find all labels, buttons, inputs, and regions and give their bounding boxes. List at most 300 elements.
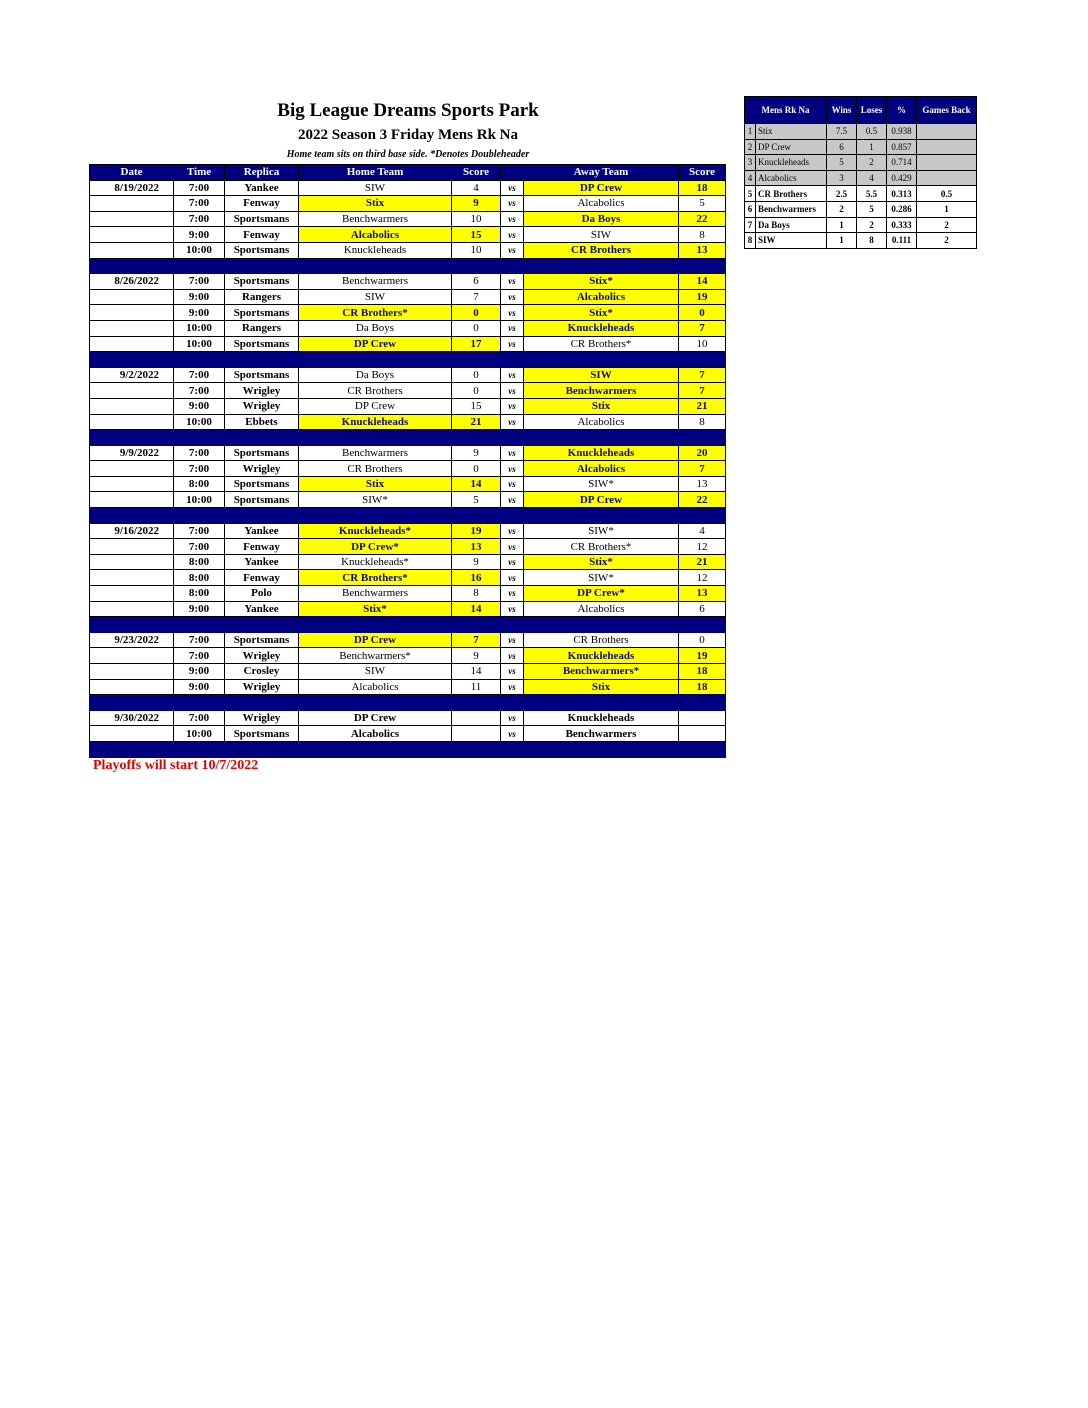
home-score: 6 [452,274,501,290]
separator-cell [90,430,174,446]
game-row [90,554,726,570]
standings-pct: 0.938 [887,124,917,140]
separator-cell [174,617,225,633]
away-score [679,710,726,726]
title-block [90,98,726,164]
page-subtitle: 2022 Season 3 Friday Mens Rk Na [297,127,518,143]
vs-label: vs [501,492,524,508]
standings-loses: 5.5 [857,186,887,202]
vs-label: vs [501,554,524,570]
game-field: Rangers [225,289,299,305]
home-team: CR Brothers [299,383,452,399]
game-time: 8:00 [174,570,225,586]
page-note: Home team sits on third base side. *Denotes Doubleheader [286,149,530,160]
separator-cell [225,695,299,711]
vs-label: vs [501,398,524,414]
game-field: Yankee [225,180,299,196]
home-score: 7 [452,632,501,648]
game-date: 9/2/2022 [90,367,174,383]
separator-cell [501,617,524,633]
week-separator [90,695,726,711]
schedule-body [90,180,726,757]
game-date: 9/30/2022 [90,710,174,726]
game-date: 8/19/2022 [90,180,174,196]
game-date [90,320,174,336]
game-field: Sportsmans [225,445,299,461]
away-score: 7 [679,461,726,477]
game-field: Rangers [225,320,299,336]
home-team: SIW [299,664,452,680]
standings-row [745,186,977,202]
away-score: 22 [679,492,726,508]
game-field: Wrigley [225,461,299,477]
game-time: 7:00 [174,710,225,726]
separator-cell [90,508,174,524]
game-date [90,476,174,492]
col-time-header: Time [174,165,225,181]
away-score: 0 [679,305,726,321]
away-score: 8 [679,414,726,430]
game-time: 8:00 [174,476,225,492]
vs-label: vs [501,383,524,399]
separator-cell [524,430,679,446]
game-field: Sportsmans [225,211,299,227]
game-field: Ebbets [225,414,299,430]
home-team: DP Crew [299,336,452,352]
week-separator [90,508,726,524]
game-row [90,196,726,212]
away-team: Da Boys [524,211,679,227]
away-team: CR Brothers* [524,336,679,352]
home-team: Knuckleheads* [299,554,452,570]
game-row [90,726,726,742]
away-team: Knuckleheads [524,445,679,461]
standings-wins: 5 [827,155,857,171]
home-team: Alcabolics [299,227,452,243]
game-field: Yankee [225,523,299,539]
game-row [90,320,726,336]
separator-cell [90,258,174,274]
game-field: Fenway [225,196,299,212]
separator-cell [501,430,524,446]
separator-cell [299,352,452,368]
away-score [679,726,726,742]
standings-loses: 2 [857,217,887,233]
separator-cell [452,617,501,633]
game-date: 9/16/2022 [90,523,174,539]
game-time: 10:00 [174,320,225,336]
game-field: Wrigley [225,679,299,695]
game-date [90,336,174,352]
col-date-header: Date [90,165,174,181]
game-date: 9/23/2022 [90,632,174,648]
home-team: DP Crew [299,398,452,414]
separator-cell [299,430,452,446]
standings-row [745,233,977,249]
separator-cell [679,617,726,633]
away-score: 21 [679,398,726,414]
separator-cell [174,352,225,368]
standings-rank: 4 [745,170,756,186]
game-field: Yankee [225,601,299,617]
game-time: 7:00 [174,523,225,539]
game-date [90,305,174,321]
standings-wins: 6 [827,139,857,155]
away-score: 13 [679,242,726,258]
game-row [90,227,726,243]
vs-label: vs [501,726,524,742]
home-score: 8 [452,586,501,602]
separator-cell [501,352,524,368]
game-date [90,242,174,258]
home-score: 0 [452,367,501,383]
standings-pct-header: % [887,97,917,124]
game-row [90,414,726,430]
standings-games-back: 0.5 [917,186,977,202]
game-time: 9:00 [174,398,225,414]
standings-rank: 8 [745,233,756,249]
away-team: Knuckleheads [524,320,679,336]
standings-pct: 0.333 [887,217,917,233]
home-score [452,710,501,726]
away-team: SIW* [524,523,679,539]
game-date [90,227,174,243]
home-team: Stix [299,476,452,492]
game-row [90,679,726,695]
game-time: 7:00 [174,648,225,664]
home-team: Alcabolics [299,726,452,742]
standings-pct: 0.714 [887,155,917,171]
home-team: Da Boys [299,320,452,336]
standings-rank: 2 [745,139,756,155]
vs-label: vs [501,570,524,586]
game-row [90,648,726,664]
separator-cell [90,617,174,633]
home-score: 11 [452,679,501,695]
standings-loses: 4 [857,170,887,186]
vs-label: vs [501,367,524,383]
separator-cell [299,741,452,757]
away-score: 10 [679,336,726,352]
standings-games-back [917,155,977,171]
game-row [90,180,726,196]
away-team: SIW [524,367,679,383]
separator-cell [679,258,726,274]
standings-games-back-header: Games Back [917,97,977,124]
game-row [90,274,726,290]
home-score: 9 [452,445,501,461]
game-row [90,211,726,227]
separator-cell [452,508,501,524]
standings-header-row [745,97,977,124]
home-score: 0 [452,461,501,477]
away-team: Knuckleheads [524,648,679,664]
home-score: 0 [452,305,501,321]
game-date [90,492,174,508]
away-score: 20 [679,445,726,461]
vs-label: vs [501,461,524,477]
away-team: CR Brothers [524,632,679,648]
separator-cell [524,352,679,368]
standings-rank: 5 [745,186,756,202]
separator-cell [225,352,299,368]
vs-label: vs [501,274,524,290]
home-score: 7 [452,289,501,305]
vs-label: vs [501,586,524,602]
game-time: 9:00 [174,227,225,243]
game-time: 9:00 [174,305,225,321]
home-team: SIW [299,180,452,196]
week-separator [90,430,726,446]
game-time: 9:00 [174,679,225,695]
game-time: 9:00 [174,289,225,305]
home-score: 14 [452,476,501,492]
vs-label: vs [501,476,524,492]
home-score: 14 [452,664,501,680]
game-field: Wrigley [225,648,299,664]
vs-label: vs [501,305,524,321]
vs-label: vs [501,648,524,664]
game-time: 10:00 [174,492,225,508]
standings-pct: 0.286 [887,201,917,217]
home-team: Benchwarmers [299,211,452,227]
game-time: 10:00 [174,336,225,352]
standings-division-header: Mens Rk Na [745,97,827,124]
home-score: 15 [452,227,501,243]
playoffs-notice: Playoffs will start 10/7/2022 [93,758,259,773]
game-time: 8:00 [174,554,225,570]
game-date [90,648,174,664]
home-team: Benchwarmers [299,445,452,461]
game-date [90,664,174,680]
separator-cell [501,258,524,274]
schedule-table [89,164,726,758]
away-team: Alcabolics [524,461,679,477]
separator-cell [225,617,299,633]
separator-cell [225,508,299,524]
separator-cell [174,741,225,757]
standings-games-back: 2 [917,233,977,249]
standings-team: Knuckleheads [756,155,827,171]
away-score: 19 [679,648,726,664]
col-away-score-header: Score [679,165,726,181]
standings-loses: 8 [857,233,887,249]
away-team: Stix [524,398,679,414]
separator-cell [174,508,225,524]
away-score: 12 [679,539,726,555]
home-team: SIW* [299,492,452,508]
vs-label: vs [501,227,524,243]
game-row [90,664,726,680]
home-team: Knuckleheads* [299,523,452,539]
away-team: SIW* [524,476,679,492]
away-score: 14 [679,274,726,290]
game-row [90,632,726,648]
game-time: 9:00 [174,601,225,617]
away-team: Knuckleheads [524,710,679,726]
game-time: 10:00 [174,242,225,258]
game-time: 7:00 [174,367,225,383]
separator-cell [174,430,225,446]
vs-label: vs [501,710,524,726]
home-score: 17 [452,336,501,352]
away-score: 12 [679,570,726,586]
game-field: Wrigley [225,383,299,399]
home-score: 19 [452,523,501,539]
game-field: Wrigley [225,710,299,726]
separator-cell [452,695,501,711]
home-team: Alcabolics [299,679,452,695]
home-team: DP Crew [299,710,452,726]
home-score: 0 [452,320,501,336]
game-row [90,242,726,258]
separator-cell [299,508,452,524]
game-field: Sportsmans [225,492,299,508]
separator-cell [174,258,225,274]
away-score: 13 [679,476,726,492]
vs-label: vs [501,539,524,555]
home-team: Stix* [299,601,452,617]
standings-row [745,139,977,155]
game-field: Fenway [225,539,299,555]
col-home-team-header: Home Team [299,165,452,181]
away-team: DP Crew [524,492,679,508]
home-team: Knuckleheads [299,242,452,258]
standings-games-back [917,170,977,186]
week-separator [90,352,726,368]
standings-row [745,201,977,217]
vs-label: vs [501,414,524,430]
home-team: CR Brothers* [299,570,452,586]
game-row [90,336,726,352]
standings-team: Alcabolics [756,170,827,186]
home-team: CR Brothers* [299,305,452,321]
week-separator [90,258,726,274]
separator-cell [679,508,726,524]
standings-wins: 3 [827,170,857,186]
week-separator [90,617,726,633]
vs-label: vs [501,679,524,695]
game-row [90,383,726,399]
game-field: Sportsmans [225,336,299,352]
away-team: DP Crew* [524,586,679,602]
standings-table [744,96,977,249]
separator-cell [90,695,174,711]
home-team: Benchwarmers [299,586,452,602]
game-date [90,461,174,477]
standings-wins-header: Wins [827,97,857,124]
standings-loses: 2 [857,155,887,171]
away-team: DP Crew [524,180,679,196]
standings-pct: 0.429 [887,170,917,186]
game-time: 7:00 [174,632,225,648]
page-title: Big League Dreams Sports Park [277,100,539,121]
standings-rank: 7 [745,217,756,233]
separator-cell [524,258,679,274]
game-row [90,476,726,492]
game-row [90,570,726,586]
game-date [90,679,174,695]
game-row [90,367,726,383]
game-row [90,586,726,602]
game-time: 10:00 [174,414,225,430]
game-field: Sportsmans [225,274,299,290]
standings-loses: 1 [857,139,887,155]
week-separator [90,741,726,757]
separator-cell [679,695,726,711]
game-date [90,554,174,570]
standings-row [745,217,977,233]
separator-cell [299,617,452,633]
away-team: Stix* [524,554,679,570]
game-date [90,211,174,227]
away-score: 7 [679,320,726,336]
col-away-team-header: Away Team [524,165,679,181]
game-row [90,601,726,617]
separator-cell [679,352,726,368]
separator-cell [524,695,679,711]
game-date [90,726,174,742]
home-score: 9 [452,196,501,212]
separator-cell [225,741,299,757]
game-row [90,492,726,508]
standings-games-back [917,124,977,140]
away-team: Benchwarmers [524,726,679,742]
separator-cell [679,430,726,446]
game-date [90,196,174,212]
separator-cell [679,741,726,757]
game-field: Crosley [225,664,299,680]
standings-loses: 5 [857,201,887,217]
away-team: Stix* [524,274,679,290]
home-team: Benchwarmers* [299,648,452,664]
game-row [90,305,726,321]
vs-label: vs [501,320,524,336]
game-field: Yankee [225,554,299,570]
standings-team: Da Boys [756,217,827,233]
separator-cell [524,617,679,633]
col-vs-header [501,165,524,181]
home-team: Knuckleheads [299,414,452,430]
home-team: DP Crew [299,632,452,648]
game-date [90,414,174,430]
game-date [90,383,174,399]
separator-cell [501,695,524,711]
separator-cell [225,258,299,274]
game-date: 9/9/2022 [90,445,174,461]
game-time: 7:00 [174,211,225,227]
game-time: 7:00 [174,461,225,477]
away-team: Alcabolics [524,196,679,212]
vs-label: vs [501,211,524,227]
standings-games-back [917,139,977,155]
away-score: 19 [679,289,726,305]
game-time: 9:00 [174,664,225,680]
home-score: 13 [452,539,501,555]
separator-cell [501,508,524,524]
away-team: Alcabolics [524,414,679,430]
vs-label: vs [501,242,524,258]
away-score: 5 [679,196,726,212]
away-team: Stix [524,679,679,695]
vs-label: vs [501,523,524,539]
game-field: Polo [225,586,299,602]
standings-body [745,124,977,249]
separator-cell [90,352,174,368]
game-date: 8/26/2022 [90,274,174,290]
away-score: 13 [679,586,726,602]
separator-cell [524,741,679,757]
